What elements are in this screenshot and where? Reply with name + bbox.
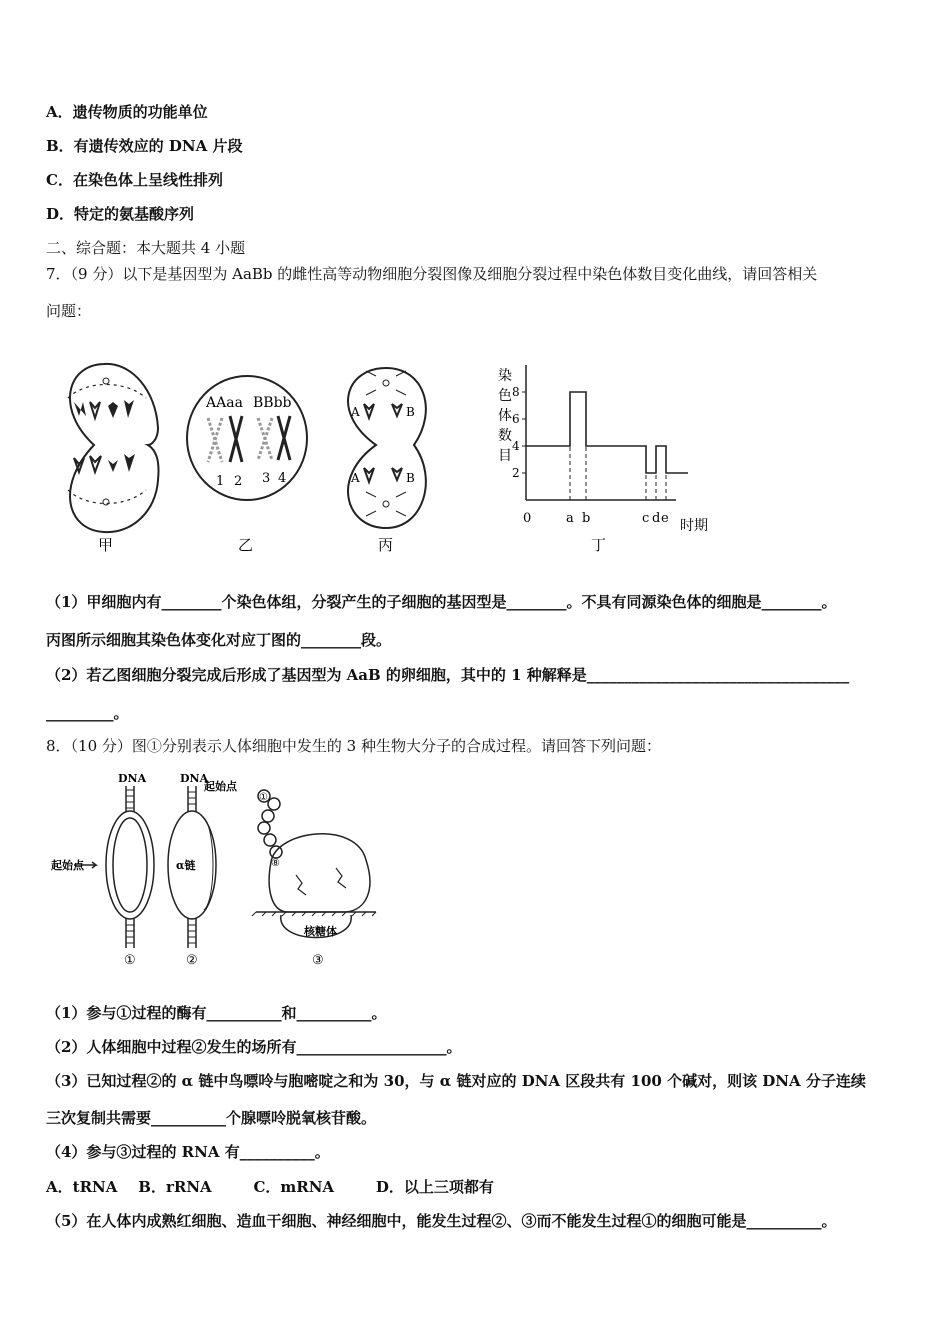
- bing-label-b2: B: [406, 471, 415, 485]
- graph-marker-b: b: [582, 511, 591, 526]
- num-3: ③: [312, 953, 324, 968]
- graph-marker-a: a: [566, 511, 574, 526]
- yi-label-b: BBbb: [253, 395, 292, 411]
- option-a: A．遗传物质的功能单位: [46, 103, 208, 121]
- chain-end: ⑧: [271, 858, 280, 869]
- bing-label-b1: B: [406, 405, 415, 419]
- cell-bing: [348, 368, 426, 528]
- bing-chrom-1: [364, 404, 374, 418]
- q8-sub4: （4）参与③过程的 RNA 有__________。: [46, 1143, 330, 1161]
- bing-label-a1: A: [351, 405, 360, 419]
- q7-figure: [46, 350, 746, 569]
- graph-y-tick-label: 6: [512, 412, 520, 426]
- graph-marker-c: c: [642, 511, 650, 526]
- bing-chrom-3: [364, 468, 374, 482]
- option-b: B．有遗传效应的 DNA 片段: [46, 137, 243, 155]
- dna-label-1: DNA: [118, 772, 147, 785]
- yi-label-a: AAaa: [206, 395, 243, 411]
- bing-chrom-4: [392, 468, 402, 480]
- q7-sub2-cont: _________。: [46, 704, 129, 722]
- q8-sub3-cont: 三次复制共需要__________个腺嘌呤脱氧核苷酸。: [46, 1109, 377, 1127]
- graph-ylabel-4: 数: [498, 428, 512, 444]
- cell-yi-chromosomes: [208, 416, 290, 462]
- alpha-chain-label: α链: [176, 859, 196, 872]
- graph-ylabel-5: 目: [498, 448, 512, 464]
- graph-y-tick-label: 4: [512, 439, 520, 453]
- q8-sub5: （5）在人体内成熟红细胞、造血干细胞、神经细胞中，能发生过程②、③而不能发生过程①的细胞可能是__________。: [46, 1212, 837, 1230]
- section-heading: 二、综合题：本大题共 4 小题: [46, 239, 246, 257]
- cell-jia-chromosomes: [74, 400, 135, 472]
- graph-origin: 0: [523, 511, 532, 526]
- yi-num-3: 3: [262, 471, 271, 486]
- graph-series-line: [526, 392, 688, 473]
- q8-sub3: （3）已知过程②的 α 链中鸟嘌呤与胞嘧啶之和为 30，与 α 链对应的 DNA 区段共有 100 个碱对，则该 DNA 分子连续: [46, 1072, 866, 1090]
- graph-ylabel-1: 染: [498, 368, 512, 384]
- bing-chrom-2: [392, 404, 402, 416]
- q8-figure: [46, 770, 406, 974]
- cell-label-yi: 乙: [238, 536, 254, 554]
- option-d: D．特定的氨基酸序列: [46, 205, 195, 223]
- chain-start: ①: [259, 792, 268, 803]
- yi-num-4: 4: [278, 471, 287, 486]
- q7-stem-cont: 问题：: [46, 302, 92, 320]
- graph-y-tick-label: 2: [512, 466, 520, 480]
- q7-sub1: （1）甲细胞内有________个染色体组，分裂产生的子细胞的基因型是________。不具有同源染色体的细胞是________。: [46, 593, 837, 611]
- graph-ding: [526, 365, 676, 500]
- num-1: ①: [124, 953, 136, 968]
- yi-num-1: 1: [216, 474, 225, 489]
- yi-num-2: 2: [234, 474, 243, 489]
- cell-label-bing: 丙: [378, 536, 394, 554]
- option-c: C．在染色体上呈线性排列: [46, 171, 223, 189]
- q8-sub1: （1）参与①过程的酶有__________和__________。: [46, 1004, 387, 1022]
- dna-replication: [74, 786, 154, 948]
- origin-label-left: 起始点: [51, 859, 84, 872]
- graph-ylabel-3: 体: [498, 408, 512, 424]
- num-2: ②: [186, 953, 198, 968]
- q7-sub2: （2）若乙图细胞分裂完成后形成了基因型为 AaB 的卵细胞，其中的 1 种解释是___________________________________: [46, 666, 850, 684]
- q7-sub1-cont: 丙图所示细胞其染色体变化对应丁图的________段。: [46, 631, 392, 649]
- cell-jia: [68, 364, 159, 532]
- cell-label-ding: 丁: [591, 536, 607, 554]
- q8-sub2: （2）人体细胞中过程②发生的场所有____________________。: [46, 1038, 462, 1056]
- graph-ylabel-2: 色: [498, 388, 512, 404]
- cell-label-jia: 甲: [98, 536, 114, 554]
- q8-sub4-options: A．tRNA B．rRNA C．mRNA D．以上三项都有: [46, 1178, 494, 1196]
- q7-stem: 7．（9 分）以下是基因型为 AaBb 的雌性高等动物细胞分裂图像及细胞分裂过程中染色体数目变化曲线，请回答相关: [46, 265, 818, 283]
- graph-marker-d: d: [652, 511, 661, 526]
- graph-y-tick-label: 8: [512, 385, 520, 399]
- graph-marker-e: e: [661, 511, 669, 526]
- bing-label-a2: A: [351, 471, 360, 485]
- origin-label-right: 起始点: [204, 780, 237, 793]
- ribosome-label: 核糖体: [304, 925, 337, 938]
- dna-label-2: DNA: [180, 772, 209, 785]
- q8-stem: 8．（10 分）图①分别表示人体细胞中发生的 3 种生物大分子的合成过程。请回答下列问题：: [46, 737, 661, 755]
- graph-xlabel: 时期: [680, 518, 708, 534]
